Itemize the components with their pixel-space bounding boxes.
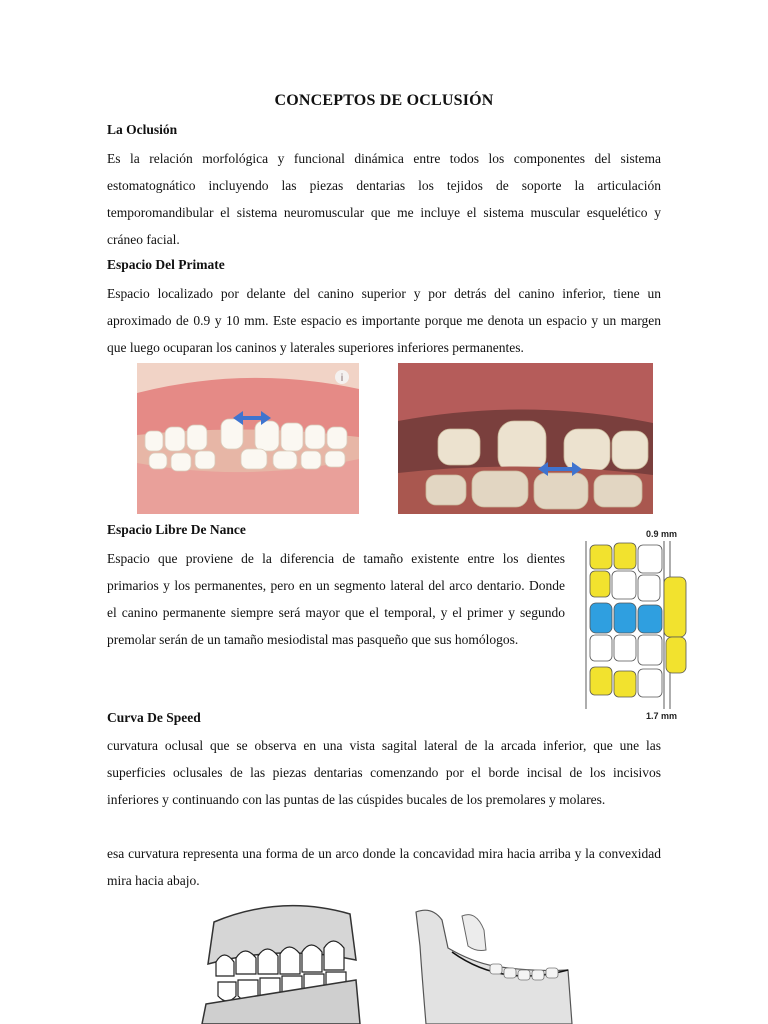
paragraph-curva-de-speed-2: esa curvatura representa una forma de un arco donde la concavidad mira hacia arriba y la convexidad mira hacia abajo. xyxy=(107,846,661,888)
info-badge: i xyxy=(340,373,344,384)
nance-label-top: 0.9 mm xyxy=(646,529,678,539)
primate-space-photo-1 xyxy=(137,363,359,514)
paragraph-la-oclusion: Es la relación morfológica y funcional dinámica entre todos los componentes del sistema estomatognático incluyendo las piezas dentarias los tejidos de soporte la articulación temporomandibular el sistema neuromuscular que me incluye el sistema muscular esquelético y cráneo facial. xyxy=(107,151,661,247)
heading-la-oclusion: La Oclusión xyxy=(107,122,178,137)
paragraph-espacio-del-primate: Espacio localizado por delante del canino superior y por detrás del canino inferior, tiene un aproximado de 0.9 y 10 mm. Este espacio es importante porque me denota un espacio y un margen que luego ocuparan los caninos y laterales superiores inferiores permanentes. xyxy=(107,286,661,355)
nance-label-bottom: 1.7 mm xyxy=(646,711,678,721)
mandible-illustration xyxy=(412,906,582,1024)
paragraph-curva-de-speed-1: curvatura oclusal que se observa en una vista sagital lateral de la arcada inferior, que une las superficies oclusales de las piezas dentarias comenzando por el borde incisal de los incisivos inferiores y continuando con las puntas de las cúspides bucales de los premolares y molares. xyxy=(107,738,661,807)
page-title: CONCEPTOS DE OCLUSIÓN xyxy=(274,92,494,109)
heading-espacio-libre-de-nance: Espacio Libre De Nance xyxy=(107,522,246,537)
dental-arch-illustration xyxy=(196,900,366,1024)
heading-curva-de-speed: Curva De Speed xyxy=(107,710,201,725)
nance-leeway-diagram xyxy=(580,527,690,725)
paragraph-espacio-libre-de-nance: Espacio que proviene de la diferencia de tamaño existente entre los dientes primarios y los permanentes, pero en un segmento lateral del arco dentario. Donde el canino permanente siempre será mayor que el temporal, y el primer y segundo premolar serán de un tamaño mesiodistal mas pasqueño que sus homólogos. xyxy=(107,551,565,647)
primate-space-photo-2 xyxy=(398,363,653,514)
heading-espacio-del-primate: Espacio Del Primate xyxy=(107,257,225,272)
